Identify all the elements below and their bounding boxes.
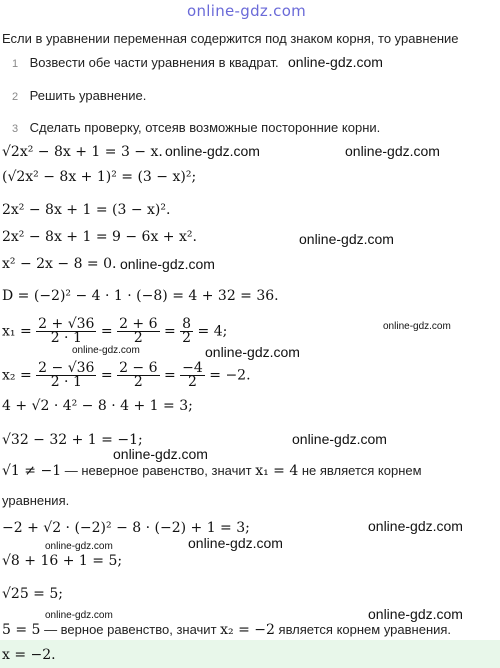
fraction	[117, 362, 159, 389]
watermark: online-gdz.com	[368, 606, 463, 622]
watermark: online-gdz.com	[45, 541, 113, 552]
step-item-3	[12, 120, 380, 135]
step-item-1	[12, 55, 279, 70]
conclusion-text: — неверное равенство, значит	[61, 463, 256, 478]
intro-text: Если в уравнении переменная содержится под знаком корня, то уравнение	[2, 31, 459, 46]
fraction-denominator: 2 · 1	[50, 330, 82, 346]
fraction	[36, 362, 96, 389]
root-x1-result: = 4;	[197, 323, 228, 340]
watermark: online-gdz.com	[299, 231, 394, 247]
conclusion-text: не является корнем	[298, 463, 422, 478]
fraction	[180, 318, 193, 345]
fraction	[117, 318, 159, 345]
watermark: online-gdz.com	[368, 518, 463, 534]
root-x2-line: x₂ = $\frac{2 - √36}{2 \cdot 1}$ = $\frac{2 - 6}{2}$ = $\frac{-4}{2}$ = −2.	[2, 360, 251, 390]
fraction-numerator: 2 + 6	[119, 316, 158, 332]
watermark: online-gdz.com	[292, 431, 387, 447]
watermark: online-gdz.com	[165, 143, 260, 159]
root-value: x₂ = −2	[220, 622, 275, 638]
conclusion-text: — верное равенство, значит	[40, 622, 221, 637]
root-value: x₁ = 4	[255, 463, 299, 479]
conclusion-x2	[2, 621, 451, 639]
conclusion-text: является корнем уравнения.	[274, 622, 452, 637]
watermark: online-gdz.com	[45, 610, 113, 621]
check-line: √32 − 32 + 1 = −1;	[2, 432, 143, 448]
site-watermark-header: online-gdz.com	[187, 2, 307, 20]
step-number: 2	[12, 91, 19, 103]
equation-line: 2x² − 8x + 1 = 9 − 6x + x².	[2, 229, 197, 245]
root-x2-label: x₂ =	[2, 367, 32, 384]
step-item-2	[12, 88, 146, 103]
inequality: √1 ≠ −1	[2, 463, 62, 479]
equation-line: (√2x² − 8x + 1)² = (3 − x)²;	[2, 169, 197, 185]
fraction-denominator: 2	[182, 330, 192, 346]
answer-text: x = −2.	[2, 647, 56, 663]
step-text: Возвести обе части уравнения в квадрат.	[29, 55, 279, 70]
equation-line: √2x² − 8x + 1 = 3 − x.	[2, 144, 163, 160]
watermark: online-gdz.com	[345, 143, 440, 159]
step-number: 3	[12, 123, 19, 135]
conclusion-x1	[2, 462, 422, 480]
root-x1-label: x₁ =	[2, 323, 32, 340]
watermark: online-gdz.com	[188, 535, 283, 551]
step-text: Сделать проверку, отсеяв возможные посторонние корни.	[29, 120, 381, 135]
check-line: −2 + √2 · (−2)² − 8 · (−2) + 1 = 3;	[2, 520, 250, 536]
fraction-numerator: 8	[182, 316, 192, 332]
step-text: Решить уравнение.	[29, 88, 147, 103]
fraction-numerator: 2 − √36	[38, 360, 95, 376]
answer-panel	[0, 640, 500, 668]
watermark: online-gdz.com	[113, 446, 208, 462]
fraction-denominator: 2	[133, 374, 143, 390]
equality: 5 = 5	[2, 622, 41, 638]
conclusion-text-cont: уравнения.	[2, 493, 70, 508]
check-line: 4 + √2 · 4² − 8 · 4 + 1 = 3;	[2, 398, 193, 414]
check-line: √8 + 16 + 1 = 5;	[2, 553, 123, 569]
watermark: online-gdz.com	[288, 54, 383, 70]
fraction-denominator: 2	[188, 374, 197, 390]
check-line: √25 = 5;	[2, 586, 63, 602]
root-x1-line: x₁ = $\frac{2 + √36}{2 \cdot 1}$ = $\frac{2 + 6}{2}$ = $\frac{8}{2}$ = 4;	[2, 316, 228, 346]
fraction-numerator: 2 − 6	[119, 360, 158, 376]
root-x2-result: = −2.	[209, 367, 251, 384]
equation-line: 2x² − 8x + 1 = (3 − x)².	[2, 202, 171, 218]
watermark: online-gdz.com	[72, 345, 140, 356]
equation-line: x² − 2x − 8 = 0.	[2, 256, 117, 272]
fraction-denominator: 2 · 1	[50, 374, 82, 390]
fraction	[36, 318, 96, 345]
watermark: online-gdz.com	[120, 256, 215, 272]
watermark: online-gdz.com	[205, 344, 300, 360]
fraction-denominator: 2	[133, 330, 143, 346]
fraction	[180, 362, 205, 389]
discriminant-line: D = (−2)² − 4 · 1 · (−8) = 4 + 32 = 36.	[2, 288, 279, 304]
fraction-numerator: −4	[182, 360, 203, 376]
watermark: online-gdz.com	[383, 321, 451, 332]
fraction-numerator: 2 + √36	[38, 316, 95, 332]
step-number: 1	[12, 58, 19, 70]
